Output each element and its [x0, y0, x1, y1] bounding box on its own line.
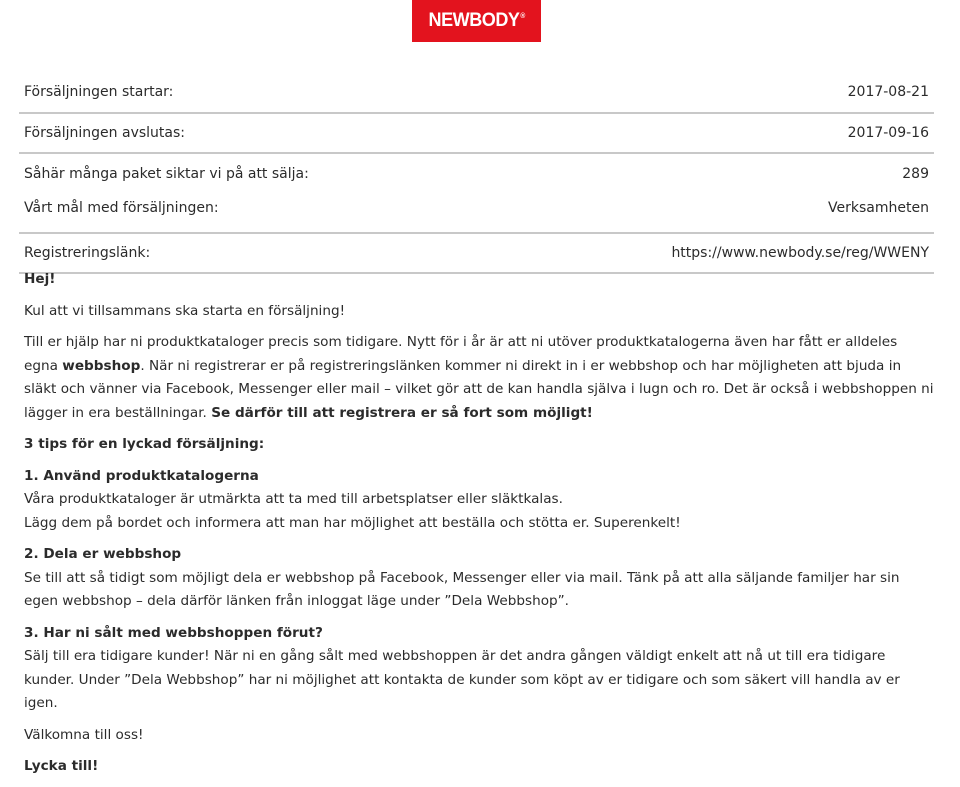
tip-text: Sälj till era tidigare kunder! När ni en gång sålt med webbshoppen är det andra gången väldigt enkelt att nå ut till era tidigare kunder. Under ”Dela Webbshop” har ni möjlighet att kontakta de kunder som köpt av er tidigare och som säkert vill handla av er igen. — [24, 648, 900, 711]
logo-text: NEWBODY — [428, 10, 520, 31]
newbody-logo — [412, 0, 541, 42]
tip-text: Lägg dem på bordet och informera att man har möjlighet att beställa och stötta er. Superenkelt! — [24, 514, 681, 531]
info-label: Registreringslänk: — [24, 245, 151, 261]
signoff: Lycka till! — [24, 758, 99, 774]
tip-title: 3. Har ni sålt med webbshoppen förut? — [24, 624, 323, 641]
info-value: 2017-09-16 — [847, 125, 929, 141]
intro-paragraph — [24, 331, 934, 425]
webbshop-emphasis: webbshop — [62, 357, 141, 374]
greeting: Hej! — [24, 271, 56, 287]
info-label: Försäljningen avslutas: — [24, 125, 185, 141]
tip-title: 2. Dela er webbshop — [24, 546, 182, 562]
info-row-package-target — [19, 154, 934, 194]
paragraph-text: . När ni registrerar er på registreringslänken kommer ni direkt in i er webbshop och har möjligheten att bjuda in släkt och vänner via Facebook, Messenger eller mail – vilket gör att de kan handla själva i lugn och ro. Det är också i webbshoppen ni lägger in era beställningar. — [24, 357, 934, 421]
info-label: Såhär många paket siktar vi på att sälja: — [24, 166, 309, 182]
tip-2 — [24, 543, 934, 614]
info-value: Verksamheten — [828, 200, 929, 216]
tip-text: Se till att så tidigt som möjligt dela er webbshop på Facebook, Messenger eller via mail. Tänk på att alla säljande familjer har sin egen webbshop – dela därför länken från inloggat läge under ”Dela Webbshop”. — [24, 569, 900, 609]
letter-body — [24, 268, 934, 787]
paragraph-text: Till er hjälp har ni produktkataloger precis som tidigare. Nytt för i år är att ni utöver produktkatalogerna även har fått er alldeles egna — [24, 334, 898, 374]
registration-link[interactable]: https://www.newbody.se/reg/WWENY — [671, 245, 929, 261]
info-value: 289 — [902, 166, 929, 182]
register-callout: Se därför till att registrera er så fort som möjligt! — [211, 404, 593, 421]
info-label: Försäljningen startar: — [24, 84, 174, 100]
logo-wordmark — [428, 10, 524, 32]
tip-title: 1. Använd produktkatalogerna — [24, 467, 259, 484]
info-row-start-date — [19, 72, 934, 112]
info-row-end-date — [19, 114, 934, 152]
info-value: 2017-08-21 — [847, 84, 929, 100]
info-row-registration-link — [19, 234, 934, 272]
tip-3 — [24, 622, 934, 716]
registered-mark-icon: ® — [520, 13, 525, 20]
intro-text: Kul att vi tillsammans ska starta en försäljning! — [24, 302, 346, 319]
info-row-goal — [19, 194, 934, 222]
welcome-text: Välkomna till oss! — [24, 726, 144, 743]
sale-info-table — [19, 72, 934, 274]
tips-heading: 3 tips för en lyckad försäljning: — [24, 436, 265, 452]
info-label: Vårt mål med försäljningen: — [24, 200, 219, 216]
tip-text: Våra produktkataloger är utmärkta att ta med till arbetsplatser eller släktkalas. — [24, 491, 563, 507]
tip-1 — [24, 465, 934, 536]
